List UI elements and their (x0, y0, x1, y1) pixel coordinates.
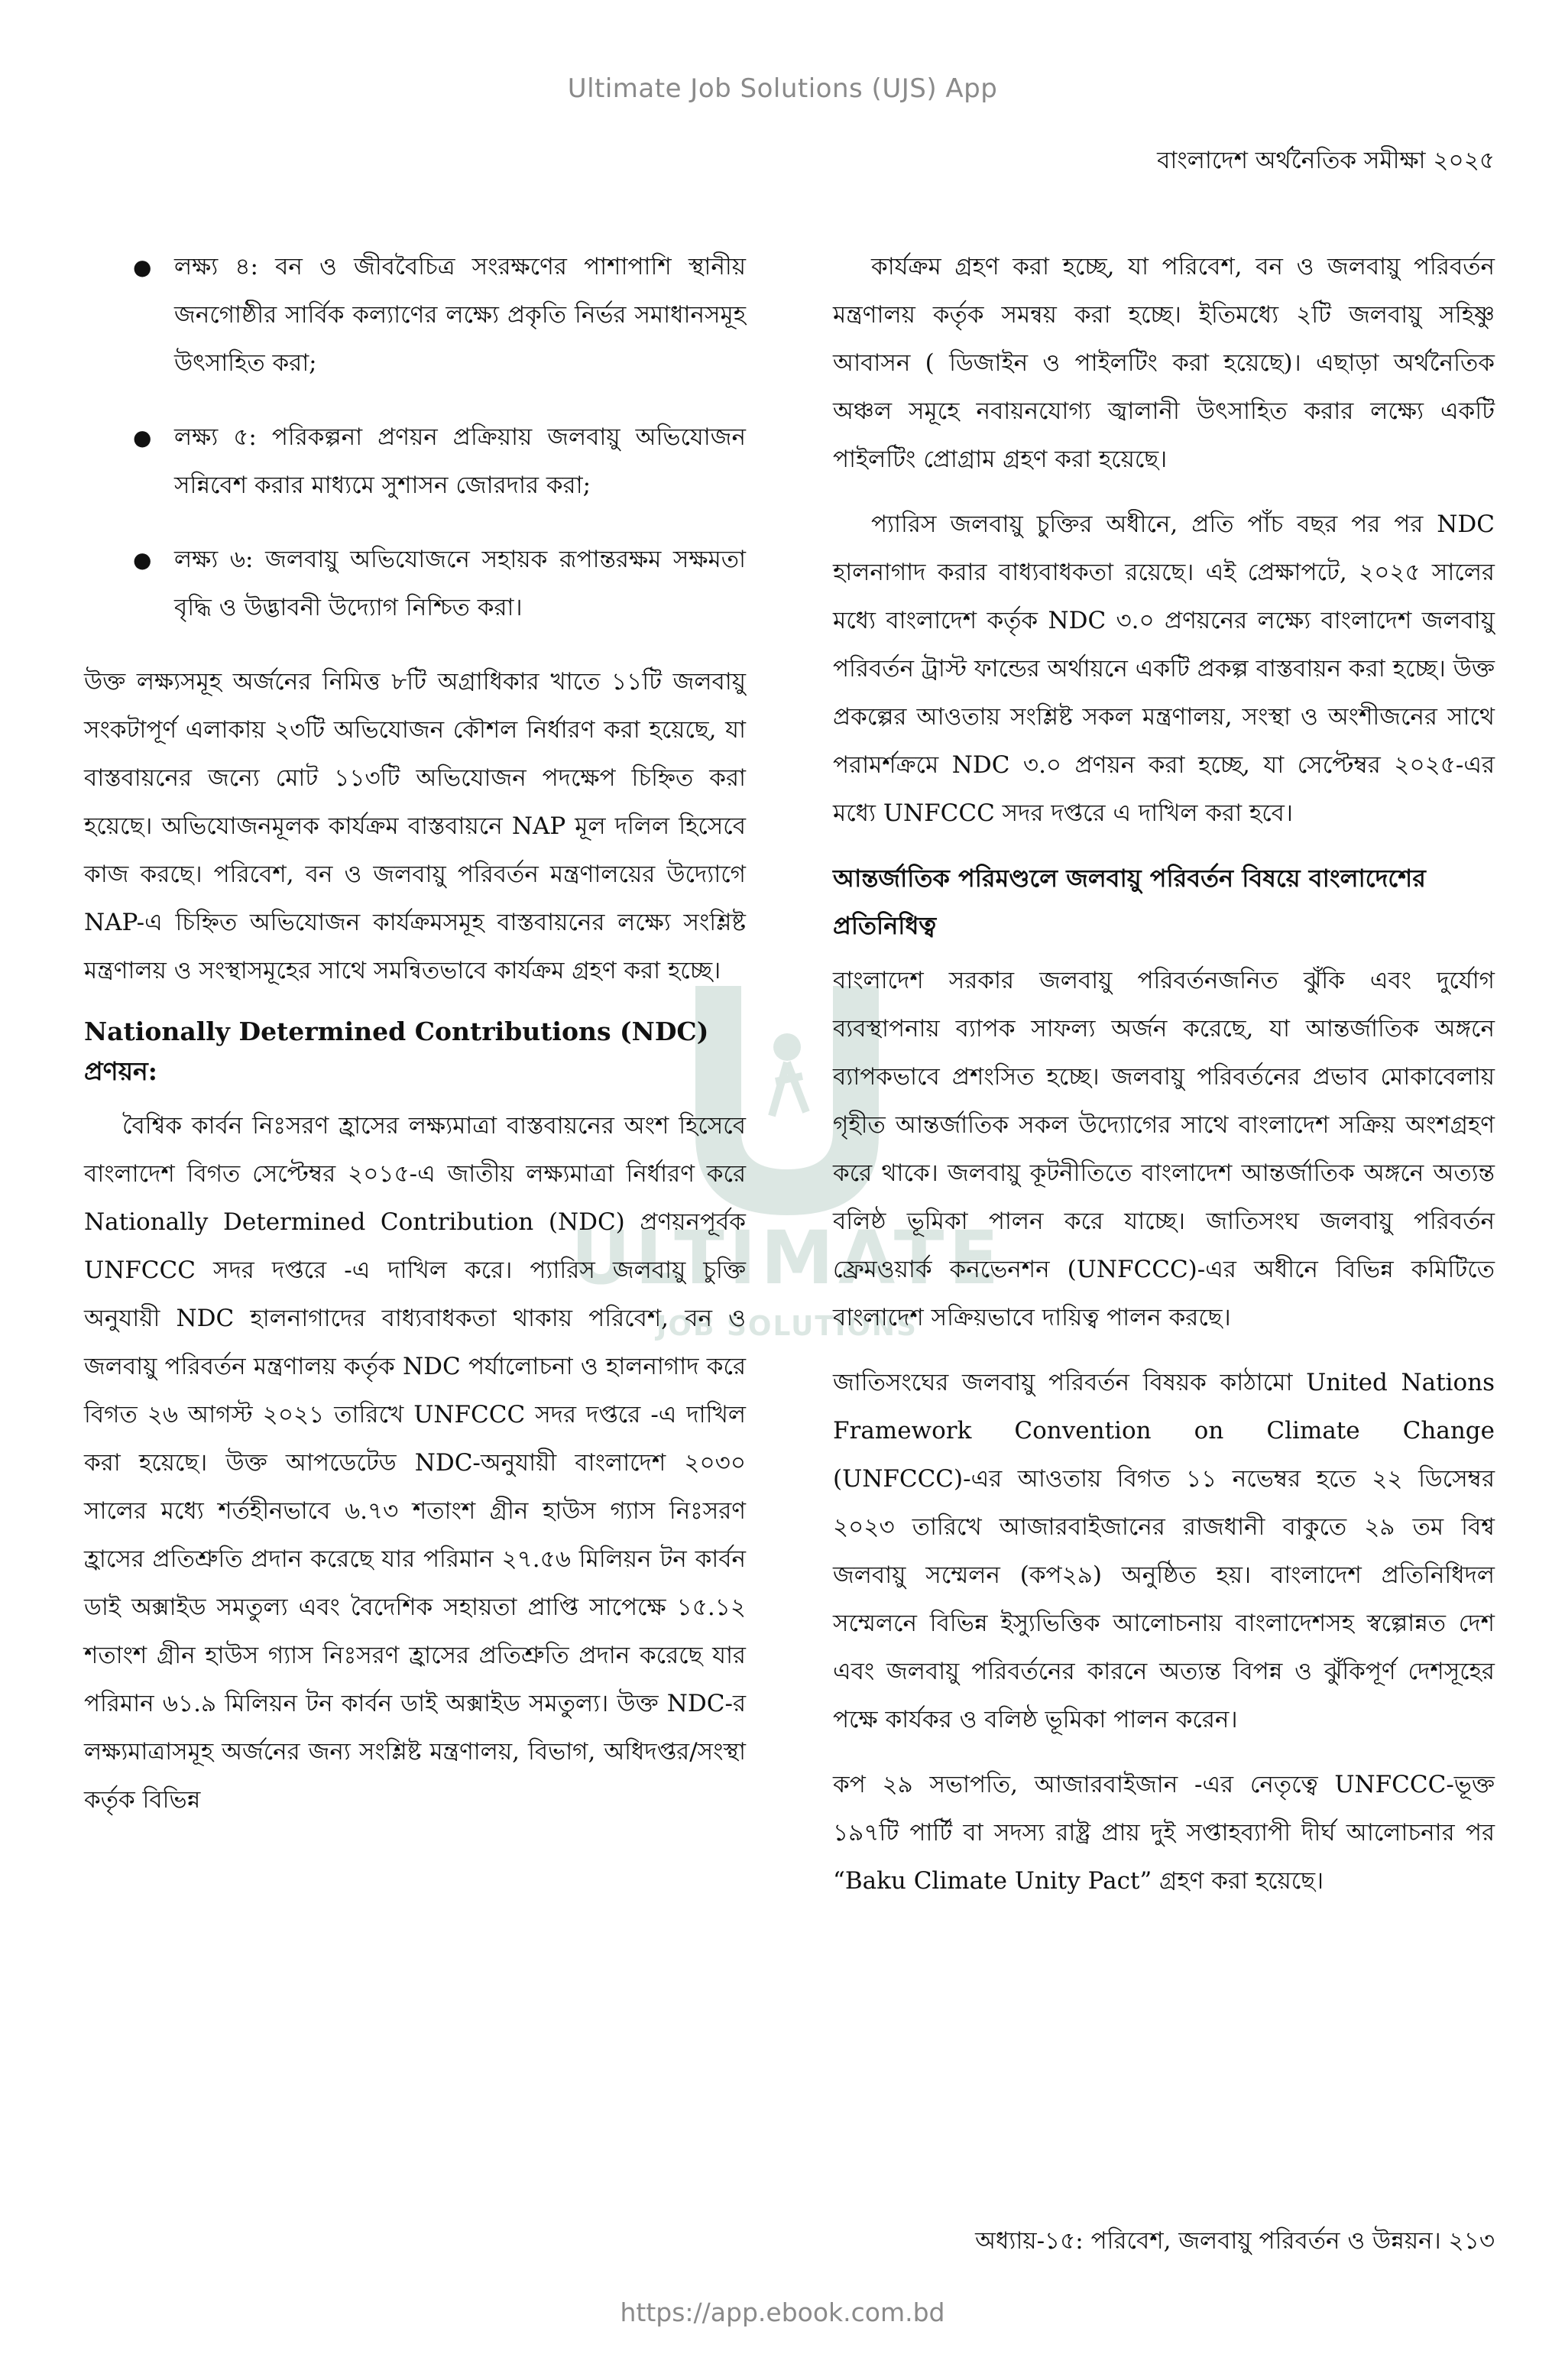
list-item-text: লক্ষ্য ৫: পরিকল্পনা প্রণয়ন প্রক্রিয়ায় জলবায়ু অভিযোজন সন্নিবেশ করার মাধ্যমে সুশাসন জোরদার করা; (174, 423, 746, 499)
body-paragraph: জাতিসংঘের জলবায়ু পরিবর্তন বিষয়ক কাঠামো United Nations Framework Convention on Climate Change (UNFCCC)-এর আওতায় বিগত ১১ নভেম্বর হতে ২২ ডিসেম্বর ২০২৩ তারিখে আজারবাইজানের রাজধানী বাকুতে ২৯ তম বিশ্ব জলবায়ু সম্মেলন (কপ২৯) অনুষ্ঠিত হয়। বাংলাদেশ প্রতিনিধিদল সম্মেলনে বিভিন্ন ইস্যুভিত্তিক আলোচনায় বাংলাদেশসহ স্বল্পোন্নত দেশ এবং জলবায়ু পরিবর্তনের কারনে অত্যন্ত বিপন্ন ও ঝুঁকিপূর্ণ দেশসূহের পক্ষে কার্যকর ও বলিষ্ঠ ভূমিকা পালন করেন। (833, 1369, 1495, 1733)
footer-chapter: অধ্যায়-১৫: পরিবেশ, জলবায়ু পরিবর্তন ও উন্নয়ন। ২১৩ (975, 2227, 1495, 2255)
body-paragraph: উক্ত লক্ষ্যসমূহ অর্জনের নিমিত্ত ৮টি অগ্রাধিকার খাতে ১১টি জলবায়ু সংকটাপূর্ণ এলাকায় ২৩টি অভিযোজন কৌশল নির্ধারণ করা হয়েছে, যা বাস্তবায়নের জন্যে মোট ১১৩টি অভিযোজন পদক্ষেপ চিহ্নিত করা হয়েছে। অভিযোজনমূলক কার্যক্রম বাস্তবায়নে NAP মূল দলিল হিসেবে কাজ করছে। পরিবেশ, বন ও জলবায়ু পরিবর্তন মন্ত্রণালয়ের উদ্যোগে NAP-এ চিহ্নিত অভিযোজন কার্যক্রমসমূহ বাস্তবায়নের লক্ষ্যে সংশ্লিষ্ট মন্ত্রণালয় ও সংস্থাসমূহের সাথে সমন্বিতভাবে কার্যক্রম গ্রহণ করা হচ্ছে। (84, 668, 746, 984)
app-title: Ultimate Job Solutions (UJS) App (567, 73, 998, 104)
list-item-text: লক্ষ্য ৪: বন ও জীববৈচিত্র সংরক্ষণের পাশাপাশি স্থানীয় জনগোষ্ঠীর সার্বিক কল্যাণের লক্ষ্যে প্রকৃতি নির্ভর সমাধানসমূহ উৎসাহিত করা; (174, 253, 746, 377)
footer-url[interactable]: https://app.ebook.com.bd (620, 2297, 945, 2327)
bullet-icon: ● (133, 425, 152, 450)
body-paragraph: কপ ২৯ সভাপতি, আজারবাইজান -এর নেতৃত্বে UNFCCC-ভূক্ত ১৯৭টি পার্টি বা সদস্য রাষ্ট্র প্রায় দুই সপ্তাহব্যাপী দীর্ঘ আলোচনার পর “Baku Climate Unity Pact” গ্রহণ করা হয়েছে। (833, 1771, 1495, 1895)
bullet-icon: ● (133, 255, 152, 280)
body-paragraph: বাংলাদেশ সরকার জলবায়ু পরিবর্তনজনিত ঝুঁকি এবং দুর্যোগ ব্যবস্থাপনায় ব্যাপক সাফল্য অর্জন করেছে, যা আন্তর্জাতিক অঙ্গনে ব্যাপকভাবে প্রশংসিত হচ্ছে। জলবায়ু পরিবর্তনের প্রভাব মোকাবেলায় গৃহীত আন্তর্জাতিক সকল উদ্যোগের সাথে বাংলাদেশ সক্রিয় অংশগ্রহণ করে থাকে। জলবায়ু কূটনীতিতে বাংলাদেশ আন্তর্জাতিক অঙ্গনে অত্যন্ত বলিষ্ঠ ভূমিকা পালন করে যাচ্ছে। জাতিসংঘ জলবায়ু পরিবর্তন ফ্রেমওয়ার্ক কনভেনশন (UNFCCC)-এর অধীনে বিভিন্ন কমিটিতে বাংলাদেশ সক্রিয়ভাবে দায়িত্ব পালন করছে। (833, 967, 1495, 1331)
right-column (833, 243, 1495, 1922)
list-item (84, 536, 746, 632)
body-paragraph: কার্যক্রম গ্রহণ করা হচ্ছে, যা পরিবেশ, বন ও জলবায়ু পরিবর্তন মন্ত্রণালয় কর্তৃক সমন্বয় করা হচ্ছে। ইতিমধ্যে ২টি জলবায়ু সহিষ্ণু আবাসন ( ডিজাইন ও পাইলটিং করা হয়েছে)। এছাড়া অর্থনৈতিক অঞ্চল সমূহে নবায়নযোগ্য জ্বালানী উৎসাহিত করার লক্ষ্যে একটি পাইলটিং প্রোগ্রাম গ্রহণ করা হয়েছে। (833, 253, 1495, 473)
body-paragraph: প্যারিস জলবায়ু চুক্তির অধীনে, প্রতি পাঁচ বছর পর পর NDC হালনাগাদ করার বাধ্যবাধকতা রয়েছে। এই প্রেক্ষাপটে, ২০২৫ সালের মধ্যে বাংলাদেশ কর্তৃক NDC ৩.০ প্রণয়নের লক্ষ্যে বাংলাদেশ জলবায়ু পরিবর্তন ট্রাস্ট ফান্ডের অর্থায়নে একটি প্রকল্প বাস্তবায়ন করা হচ্ছে। উক্ত প্রকল্পের আওতায় সংশ্লিষ্ট সকল মন্ত্রণালয়, সংস্থা ও অংশীজনের সাথে পরামর্শক্রমে NDC ৩.০ প্রণয়ন করা হচ্ছে, যা সেপ্টেম্বর ২০২৫-এর মধ্যে UNFCCC সদর দপ্তরে এ দাখিল করা হবে। (833, 511, 1495, 827)
section-heading-ndc: Nationally Determined Contributions (NDC) প্রণয়ন: (84, 1017, 709, 1086)
list-item (84, 243, 746, 387)
list-item-text: লক্ষ্য ৬: জলবায়ু অভিযোজনে সহায়ক রূপান্তরক্ষম সক্ষমতা বৃদ্ধি ও উদ্ভাবনী উদ্যোগ নিশ্চিত করা। (174, 546, 746, 621)
running-head: বাংলাদেশ অর্থনৈতিক সমীক্ষা ২০২৫ (1157, 147, 1495, 174)
bullet-icon: ● (133, 547, 152, 572)
body-paragraph: বৈশ্বিক কার্বন নিঃসরণ হ্রাসের লক্ষ্যমাত্রা বাস্তবায়নের অংশ হিসেবে বাংলাদেশ বিগত সেপ্টেম্বর ২০১৫-এ জাতীয় লক্ষ্যমাত্রা নির্ধারণ করে Nationally Determined Contribution (NDC) প্রণয়নপূর্বক UNFCCC সদর দপ্তরে -এ দাখিল করে। প্যারিস জলবায়ু চুক্তি অনুযায়ী NDC হালনাগাদের বাধ্যবাধকতা থাকায় পরিবেশ, বন ও জলবায়ু পরিবর্তন মন্ত্রণালয় কর্তৃক NDC পর্যালোচনা ও হালনাগাদ করে বিগত ২৬ আগস্ট ২০২১ তারিখে UNFCCC সদর দপ্তরে -এ দাখিল করা হয়েছে। উক্ত আপডেটেড NDC-অনুযায়ী বাংলাদেশ ২০৩০ সালের মধ্যে শর্তহীনভাবে ৬.৭৩ শতাংশ গ্রীন হাউস গ্যাস নিঃসরণ হ্রাসের প্রতিশ্রুতি প্রদান করেছে যার পরিমান ২৭.৫৬ মিলিয়ন টন কার্বন ডাই অক্সাইড সমতুল্য এবং বৈদেশিক সহায়তা প্রাপ্তি সাপেক্ষে ১৫.১২ শতাংশ গ্রীন হাউস গ্যাস নিঃসরণ হ্রাসের প্রতিশ্রুতি প্রদান করেছে যার পরিমান ৬১.৯ মিলিয়ন টন কার্বন ডাই অক্সাইড সমতুল্য। উক্ত NDC-র লক্ষ্যমাত্রাসমূহ অর্জনের জন্য সংশ্লিষ্ট মন্ত্রণালয়, বিভাগ, অধিদপ্তর/সংস্থা কর্তৃক বিভিন্ন (84, 1112, 746, 1814)
watermark-word: ULTIMATE (571, 1215, 1003, 1301)
watermark-subword: JOB SOLUTIONS (656, 1311, 918, 1342)
section-heading-international: আন্তর্জাতিক পরিমণ্ডলে জলবায়ু পরিবর্তন বিষয়ে বাংলাদেশের প্রতিনিধিত্ব (833, 864, 1426, 940)
list-item (84, 413, 746, 510)
goal-list (84, 243, 746, 632)
left-column (84, 243, 746, 1841)
